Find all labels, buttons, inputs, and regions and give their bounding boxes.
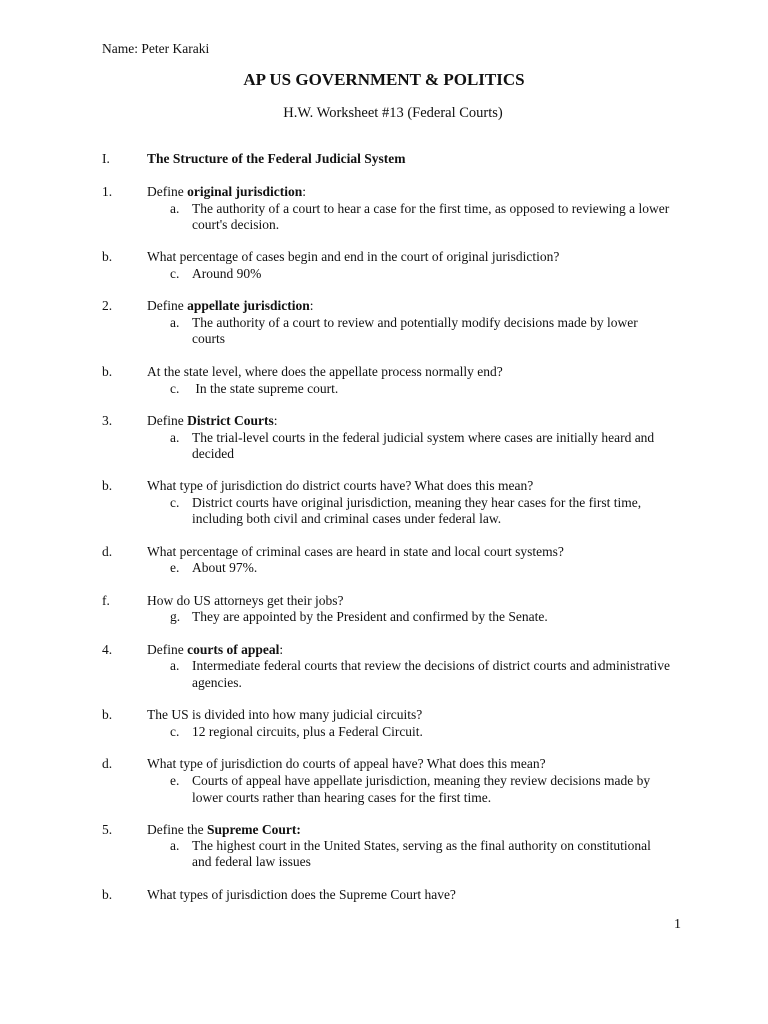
section-heading: The Structure of the Federal Judicial System: [147, 151, 406, 166]
page-title: AP US GOVERNMENT & POLITICS: [243, 70, 525, 89]
answer-line: including both civil and criminal cases under federal law.: [192, 511, 502, 526]
answer-line: The authority of a court to review and potentially modify decisions made by lower: [192, 315, 638, 330]
question-define-appellate-jurisdiction: Define appellate jurisdiction:: [147, 298, 314, 313]
question-marker: d.: [102, 756, 113, 771]
question-text: What percentage of criminal cases are heard in state and local court systems?: [147, 544, 564, 559]
answer-marker: a.: [170, 201, 180, 216]
section-marker: I.: [102, 151, 110, 166]
answer-marker: a.: [170, 430, 180, 445]
question-marker: b.: [102, 478, 113, 493]
answer-marker: g.: [170, 609, 181, 624]
answer-line: Courts of appeal have appellate jurisdiction, meaning they review decisions made by: [192, 773, 651, 788]
answer-marker: a.: [170, 658, 180, 673]
question-text: How do US attorneys get their jobs?: [147, 593, 344, 608]
answer-marker: a.: [170, 315, 180, 330]
question-marker: 3.: [102, 413, 113, 428]
question-text: What types of jurisdiction does the Supreme Court have?: [147, 887, 456, 902]
question-marker: b.: [102, 249, 113, 264]
question-marker: f.: [102, 593, 110, 608]
question-text: What percentage of cases begin and end in the court of original jurisdiction?: [147, 249, 560, 264]
answer-line: and federal law issues: [192, 854, 311, 869]
answer-marker: a.: [170, 838, 180, 853]
question-marker: 5.: [102, 822, 113, 837]
question-define-original-jurisdiction: Define original jurisdiction:: [147, 184, 307, 199]
answer-line: lower courts rather than hearing cases for the first time.: [192, 790, 492, 805]
student-name: Name: Peter Karaki: [102, 41, 210, 56]
answer-line: The trial-level courts in the federal judicial system where cases are initially heard and: [192, 430, 655, 445]
answer-marker: e.: [170, 773, 180, 788]
answer-line: About 97%.: [192, 560, 258, 575]
answer-line: In the state supreme court.: [192, 381, 339, 396]
answer-marker: c.: [170, 495, 180, 510]
answer-line: court's decision.: [192, 217, 280, 232]
answer-line: They are appointed by the President and confirmed by the Senate.: [192, 609, 548, 624]
question-text: At the state level, where does the appellate process normally end?: [147, 364, 503, 379]
question-marker: 4.: [102, 642, 113, 657]
answer-line: agencies.: [192, 675, 242, 690]
question-text: What type of jurisdiction do district courts have? What does this mean?: [147, 478, 534, 493]
answer-line: courts: [192, 331, 225, 346]
answer-marker: c.: [170, 724, 180, 739]
answer-line: decided: [192, 446, 234, 461]
page-number: 1: [674, 917, 681, 932]
question-marker: 2.: [102, 298, 113, 313]
answer-line: Around 90%: [192, 266, 262, 281]
question-marker: 1.: [102, 184, 113, 199]
answer-line: Intermediate federal courts that review the decisions of district courts and administrative: [192, 658, 670, 673]
answer-marker: c.: [170, 381, 180, 396]
question-define-supreme-court: Define the Supreme Court:: [147, 822, 301, 837]
question-define-district-courts: Define District Courts:: [147, 413, 278, 428]
question-marker: d.: [102, 544, 113, 559]
answer-line: The highest court in the United States, serving as the final authority on constitutional: [192, 838, 651, 853]
question-marker: b.: [102, 707, 113, 722]
answer-line: District courts have original jurisdiction, meaning they hear cases for the first time,: [192, 495, 642, 510]
question-define-courts-of-appeal: Define courts of appeal:: [147, 642, 284, 657]
answer-marker: e.: [170, 560, 180, 575]
page-subtitle: H.W. Worksheet #13 (Federal Courts): [283, 105, 503, 121]
question-marker: b.: [102, 887, 113, 902]
question-marker: b.: [102, 364, 113, 379]
question-text: What type of jurisdiction do courts of appeal have? What does this mean?: [147, 756, 546, 771]
answer-line: The authority of a court to hear a case for the first time, as opposed to reviewing a lower: [192, 201, 670, 216]
answer-marker: c.: [170, 266, 180, 281]
question-text: The US is divided into how many judicial circuits?: [147, 707, 423, 722]
answer-line: 12 regional circuits, plus a Federal Circuit.: [192, 724, 423, 739]
